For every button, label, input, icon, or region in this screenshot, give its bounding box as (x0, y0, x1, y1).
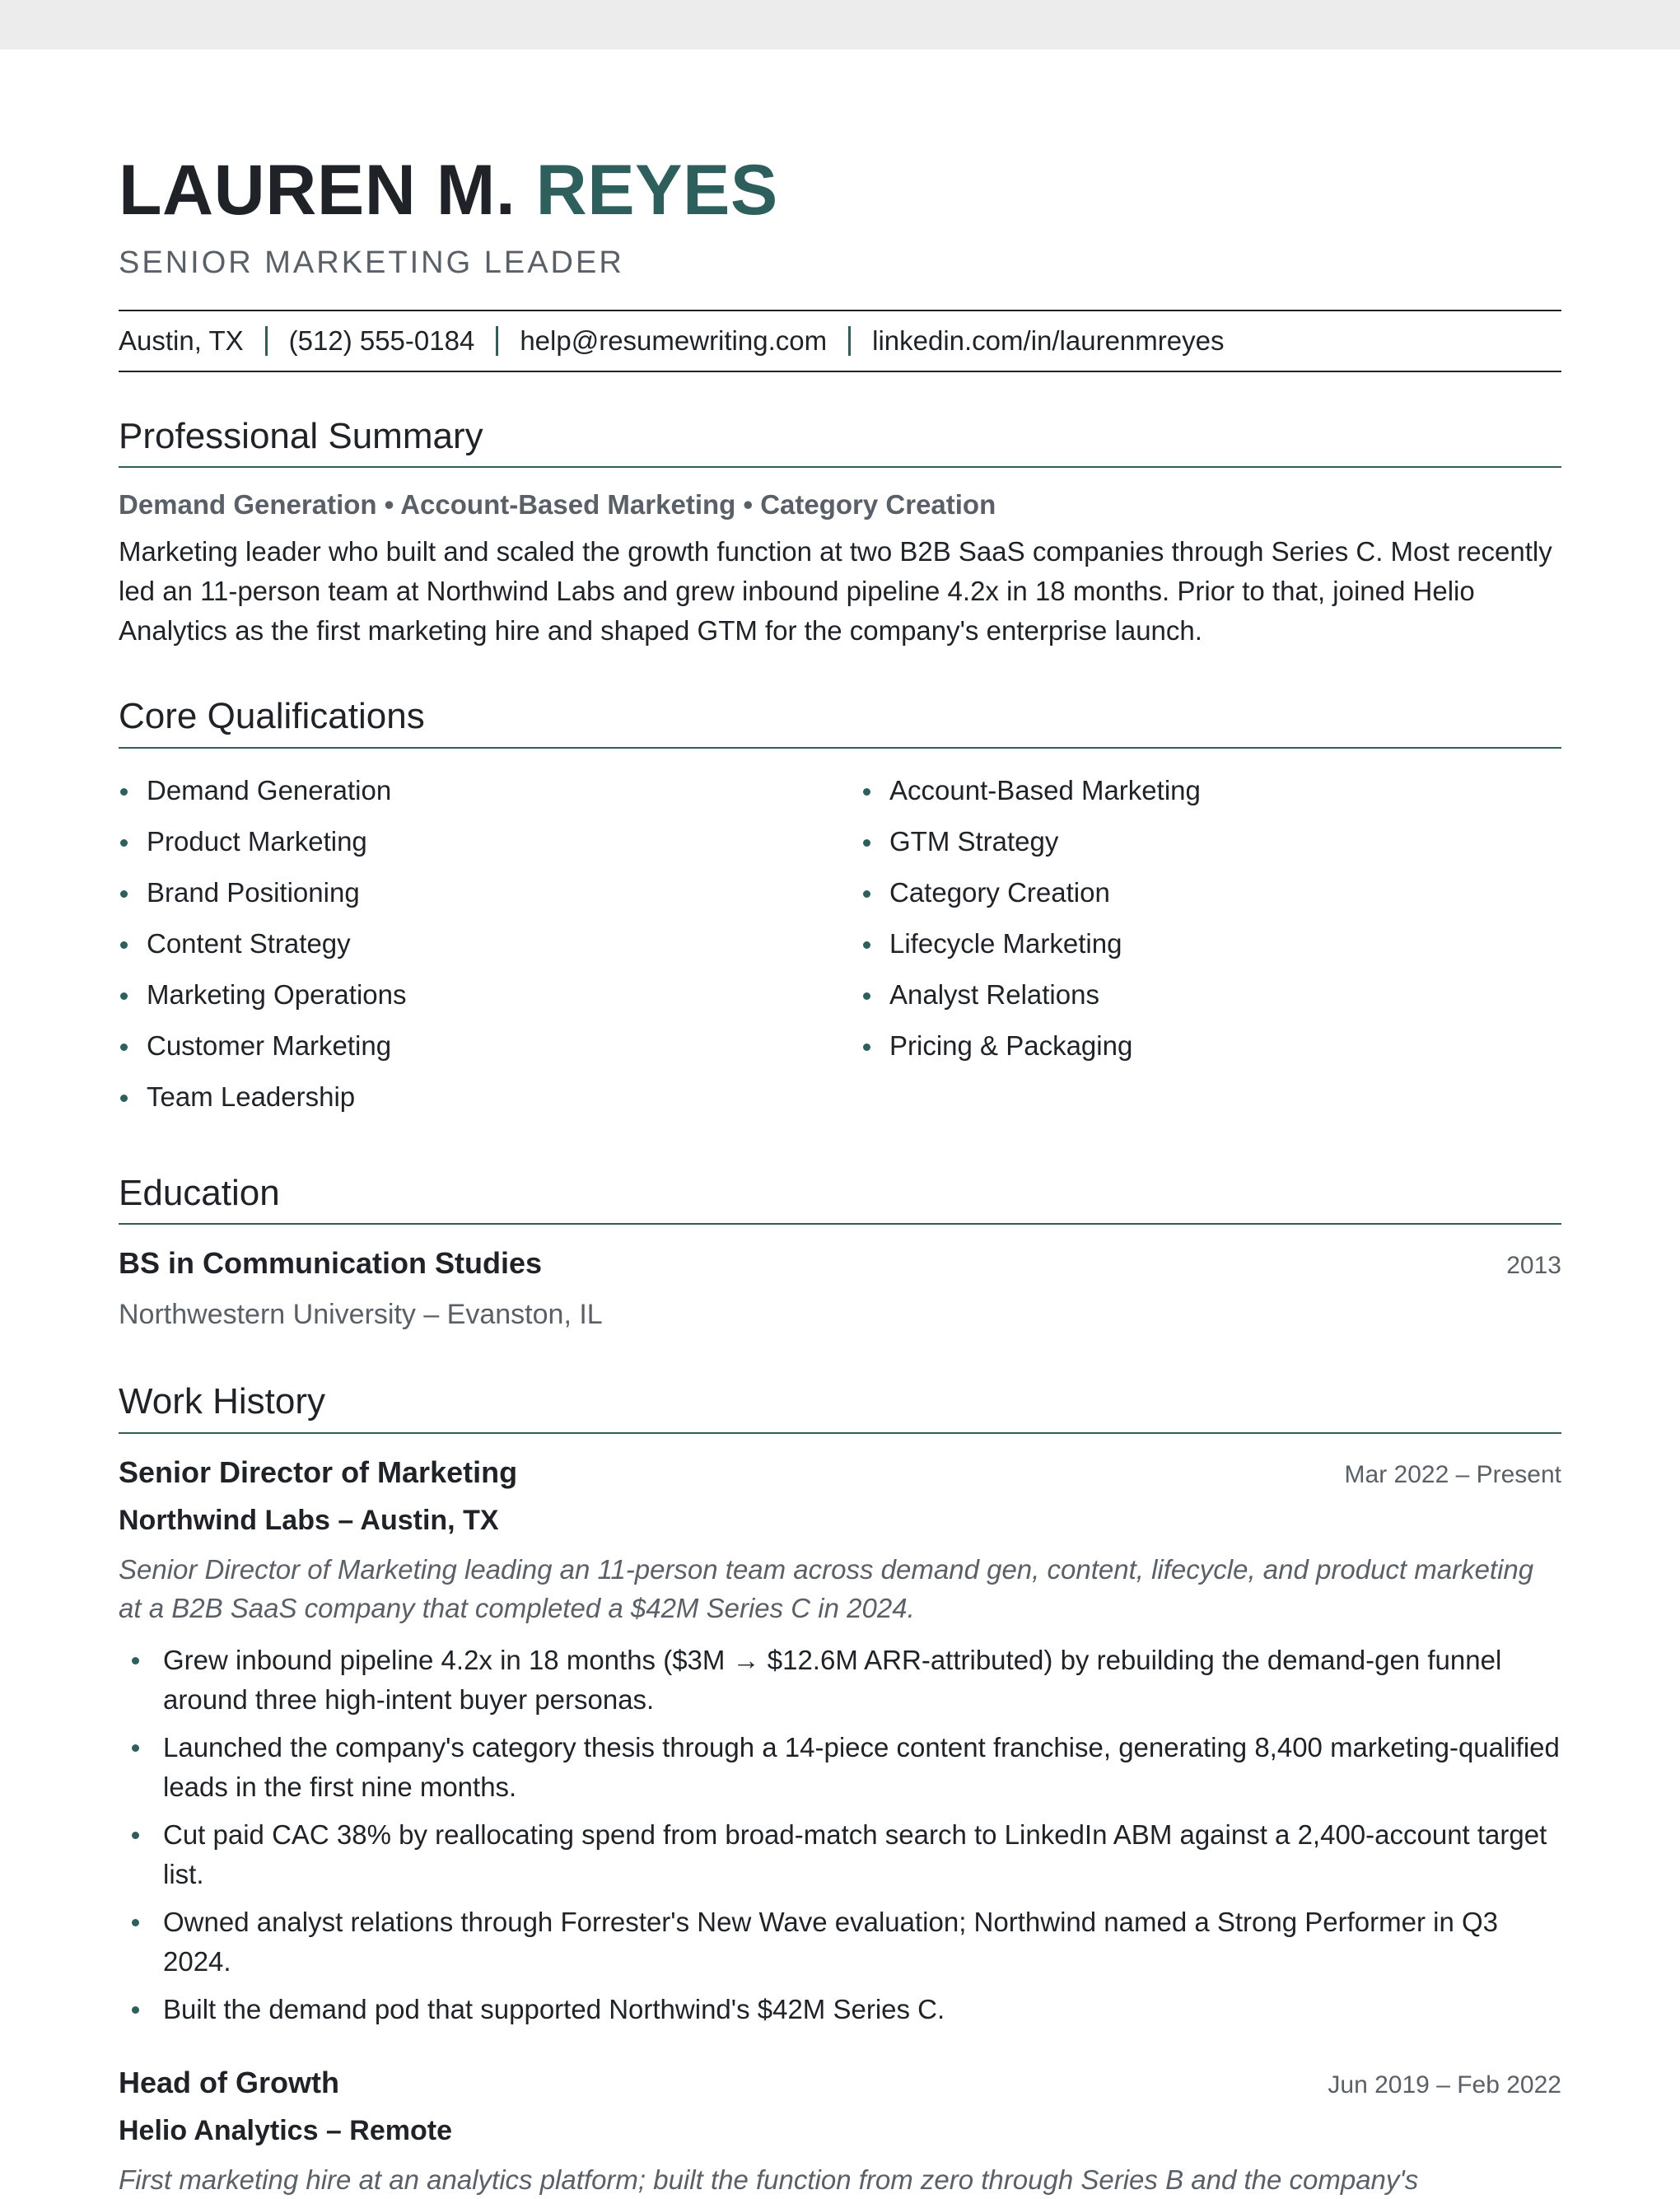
job-header (119, 1455, 1561, 1490)
last-name: REYES (535, 151, 778, 230)
contact-divider (848, 326, 851, 356)
achievement-item: Cut paid CAC 38% by reallocating spend from broad-match search to LinkedIn ABM against a 2,400-account target list. (119, 1815, 1561, 1894)
education-entry (119, 1246, 1561, 1281)
graduation-year: 2013 (1506, 1252, 1561, 1280)
qualification-item: Marketing Operations (119, 969, 861, 1020)
job-title: Head of Growth (119, 2065, 339, 2099)
job-title: Senior Director of Marketing (119, 1454, 518, 1489)
qualification-item: Demand Generation (119, 765, 861, 816)
qualification-item: Pricing & Packaging (861, 1020, 1201, 1071)
school: Northwestern University – Evanston, IL (119, 1299, 603, 1331)
qualification-item: Analyst Relations (861, 969, 1201, 1020)
work-history-section (119, 1382, 1561, 2198)
job-entry (119, 2066, 1561, 2199)
achievement-item: Owned analyst relations through Forrester's New Wave evaluation; Northwind named a Strong Performer in Q3 2024. (119, 1903, 1561, 1982)
qualification-item: Team Leadership (119, 1071, 861, 1123)
qualification-item: Lifecycle Marketing (861, 918, 1201, 969)
first-name: LAUREN M. (119, 151, 516, 230)
education-section (119, 1174, 1561, 1331)
section-heading: Work History (119, 1382, 1561, 1433)
qualification-item: GTM Strategy (861, 816, 1201, 867)
candidate-name (119, 151, 1561, 230)
contact-phone: (512) 555-0184 (288, 325, 475, 356)
summary-text: Marketing leader who built and scaled the growth function at two B2B SaaS companies through Series C. Most recently led an 11-person team at Northwind Labs and grew inbound pipeline 4.2x in 18 months. Prior to that, joined Helio Analytics as the first marketing hire and shaped GTM for the company's enterprise launch. (119, 536, 1552, 647)
resume-page (119, 49, 1561, 2199)
contact-bar (119, 310, 1561, 372)
job-company: Helio Analytics – Remote (119, 2114, 452, 2146)
degree: BS in Communication Studies (119, 1246, 543, 1281)
contact-divider (496, 326, 498, 356)
qualifications-list (119, 765, 1561, 1123)
achievement-item: Built the demand pod that supported Northwind's $42M Series C. (119, 1990, 1561, 2029)
contact-linkedin[interactable]: linkedin.com/in/laurenmreyes (872, 325, 1225, 356)
viewer-top-bar (0, 0, 1680, 49)
contact-email[interactable]: help@resumewriting.com (520, 325, 828, 356)
summary-tagline: Demand Generation • Account-Based Marketing • Category Creation (119, 489, 996, 521)
job-header (119, 2066, 1561, 2100)
job-description: Senior Director of Marketing leading an 11-person team across demand gen, content, lifecycle, and product marketing at a B2B SaaS company that completed a $42M Series C in 2024. (119, 1553, 1534, 1623)
qualifications-section (119, 697, 1561, 1122)
section-heading: Professional Summary (119, 417, 1561, 468)
summary-section (119, 417, 1561, 651)
qualification-item: Category Creation (861, 867, 1201, 918)
achievement-item: Grew inbound pipeline 4.2x in 18 months ($3M → $12.6M ARR-attributed) by rebuilding the demand-gen funnel around three high-intent buyer personas. (119, 1641, 1561, 1720)
qualification-item: Content Strategy (119, 918, 861, 969)
qualification-item: Customer Marketing (119, 1020, 861, 1071)
job-company: Northwind Labs – Austin, TX (119, 1504, 499, 1536)
qualification-item: Account-Based Marketing (861, 765, 1201, 816)
job-title-headline: SENIOR MARKETING LEADER (119, 245, 624, 280)
qualification-item: Product Marketing (119, 816, 861, 867)
qualification-item: Brand Positioning (119, 867, 861, 918)
job-dates: Jun 2019 – Feb 2022 (1328, 2071, 1561, 2099)
contact-divider (265, 326, 268, 356)
job-dates: Mar 2022 – Present (1344, 1460, 1561, 1488)
achievement-item: Launched the company's category thesis through a 14-piece content franchise, generating 8,400 marketing-qualified leads in the first nine months. (119, 1728, 1561, 1807)
job-achievements (119, 1641, 1561, 2029)
qualifications-left-column (119, 765, 861, 1123)
job-description: First marketing hire at an analytics platform; built the function from zero through Series B and the company's (119, 2164, 1419, 2195)
section-heading: Education (119, 1174, 1561, 1225)
section-heading: Core Qualifications (119, 697, 1561, 748)
job-entry (119, 1455, 1561, 2029)
contact-location: Austin, TX (119, 325, 244, 356)
qualifications-right-column (861, 765, 1201, 1123)
